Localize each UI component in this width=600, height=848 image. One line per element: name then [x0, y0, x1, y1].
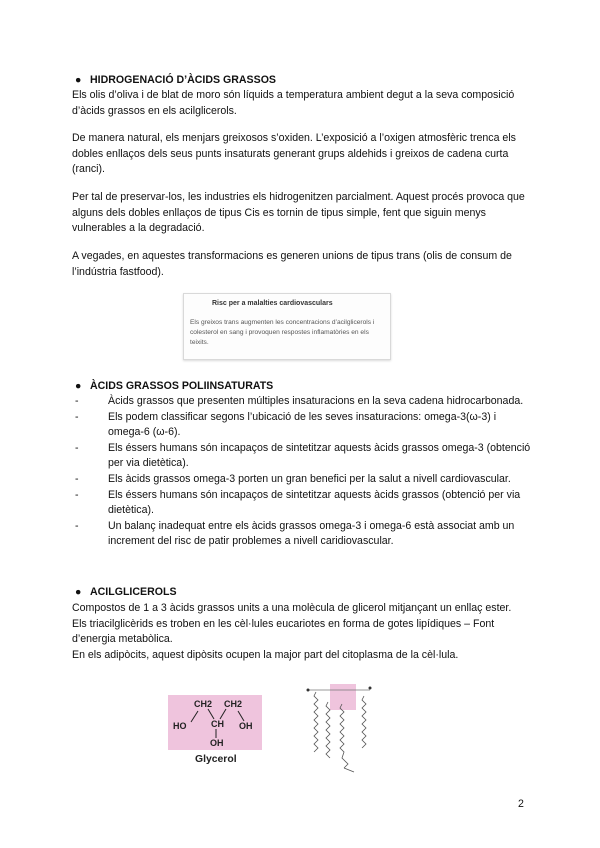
list-item: - Els éssers humans són incapaços de sintetitzar aquests àcids grassos omega-3 (obtenció per via dietètica).: [75, 441, 531, 470]
list-item: - Els éssers humans són incapaços de sintetitzar aquests àcids grassos (obtenció per via dietètica).: [75, 488, 521, 517]
glycerol-figure: [168, 695, 262, 750]
paragraph: Els olis d’oliva i de blat de moro són líquids a temperatura ambient degut a la seva composició d’àcids grassos en els acilglicerols.: [72, 89, 515, 117]
list-item: - Els àcids grassos omega-3 porten un gran benefici per la salut a nivell cardiovascular.: [72, 472, 532, 488]
glycerol-group: HO: [173, 721, 187, 731]
glycerol-group: OH: [210, 738, 224, 748]
fatty-acid-chain: [314, 692, 318, 752]
dash-icon: -: [75, 488, 79, 501]
bullet-icon: ●: [75, 380, 82, 392]
glycerol-group: CH2: [224, 699, 243, 709]
atom-dot: [369, 687, 372, 690]
hydrogenation-body: [72, 249, 532, 280]
polyunsaturated-list: [72, 394, 532, 550]
triacylglycerol-figure: [298, 680, 380, 776]
section-title-hydrogenation: ● HIDROGENACIÓ D’ÀCIDS GRASSOS: [90, 73, 276, 89]
fatty-acid-chain: [326, 702, 330, 758]
bond-line: [344, 768, 354, 772]
bullet-icon: ●: [75, 74, 82, 86]
hydrogenation-body: [72, 190, 532, 237]
bond-line: [208, 709, 214, 719]
paragraph: De manera natural, els menjars greixosos s’oxiden. L’exposició a l’oxigen atmosfèric trenca els dobles enllaços dels seus punts insaturats generant grups aldehids i greixos de cadena curta (ranci).: [72, 132, 516, 176]
paragraph: Els triacilglicèrids es troben en les cèl·lules eucariotes en forma de gotes lipídiques – Font d’energia metabòlica.: [72, 617, 495, 646]
list-item: - Un balanç inadequat entre els àcids grassos omega-3 i omega-6 està associat amb un increment del risc de patir problemes a nivell caridiovascular.: [75, 519, 515, 548]
glycerol-group: CH: [211, 719, 224, 729]
section-title-polyunsaturated: ● ÀCIDS GRASSOS POLIINSATURATS: [90, 379, 273, 395]
hydrogenation-body: [72, 131, 532, 178]
atom-dot: [307, 689, 310, 692]
hydrogenation-body: [72, 88, 532, 119]
bullet-icon: ●: [75, 586, 82, 598]
cardiovascular-risk-callout: [183, 293, 391, 360]
bond-line: [191, 711, 198, 722]
callout-title: Risc per a malalties cardiovasculars: [212, 300, 333, 307]
glycerol-structure: [168, 695, 262, 750]
list-item: - Els podem classificar segons l’ubicació de les seves insaturacions: omega-3(ω-3) i omega-6 (ω-6).: [75, 410, 497, 439]
section-title-acylglycerols: ● ACILGLICEROLS: [90, 585, 177, 601]
paragraph: A vegades, en aquestes transformacions es generen unions de tipus trans (olis de consum de l’indústria fastfood).: [72, 250, 512, 278]
glycerol-group: CH2: [194, 699, 213, 709]
triacylglycerol-highlight: [330, 684, 356, 710]
dash-icon: -: [75, 519, 79, 532]
glycerol-group: OH: [239, 721, 253, 731]
fatty-acid-chain: [362, 696, 366, 748]
dash-icon: -: [75, 472, 79, 485]
dash-icon: -: [75, 441, 79, 454]
callout-body: Els greixos trans augmenten les concentracions d’acilglicerols i colesterol en sang i provoquen respostes inflamatòries en els teixits.: [190, 319, 375, 346]
paragraph: Per tal de preservar-los, les industries els hidrogenitzen parcialment. Aquest procés provoca que alguns dels dobles enllaços de tipus Cis es tornin de tipus simple, fent que siguin menys vulnerables a la degradació.: [72, 191, 525, 235]
acylglycerols-body: [72, 601, 532, 663]
dash-icon: -: [75, 410, 79, 423]
glycerol-label: Glycerol: [195, 754, 237, 765]
list-item: - Àcids grassos que presenten múltiples insaturacions en la seva cadena hidrocarbonada.: [72, 394, 532, 410]
bond-line: [238, 711, 244, 721]
page-number: 2: [518, 798, 524, 810]
bond-line: [220, 709, 226, 719]
dash-icon: -: [75, 395, 79, 407]
paragraph: En els adipòcits, aquest dipòsits ocupen la major part del citoplasma de la cèl·lula.: [72, 648, 459, 661]
fatty-acid-chain: [340, 704, 348, 768]
paragraph: Compostos de 1 a 3 àcids grassos units a una molècula de glicerol mitjançant un enllaç ester.: [72, 602, 512, 614]
